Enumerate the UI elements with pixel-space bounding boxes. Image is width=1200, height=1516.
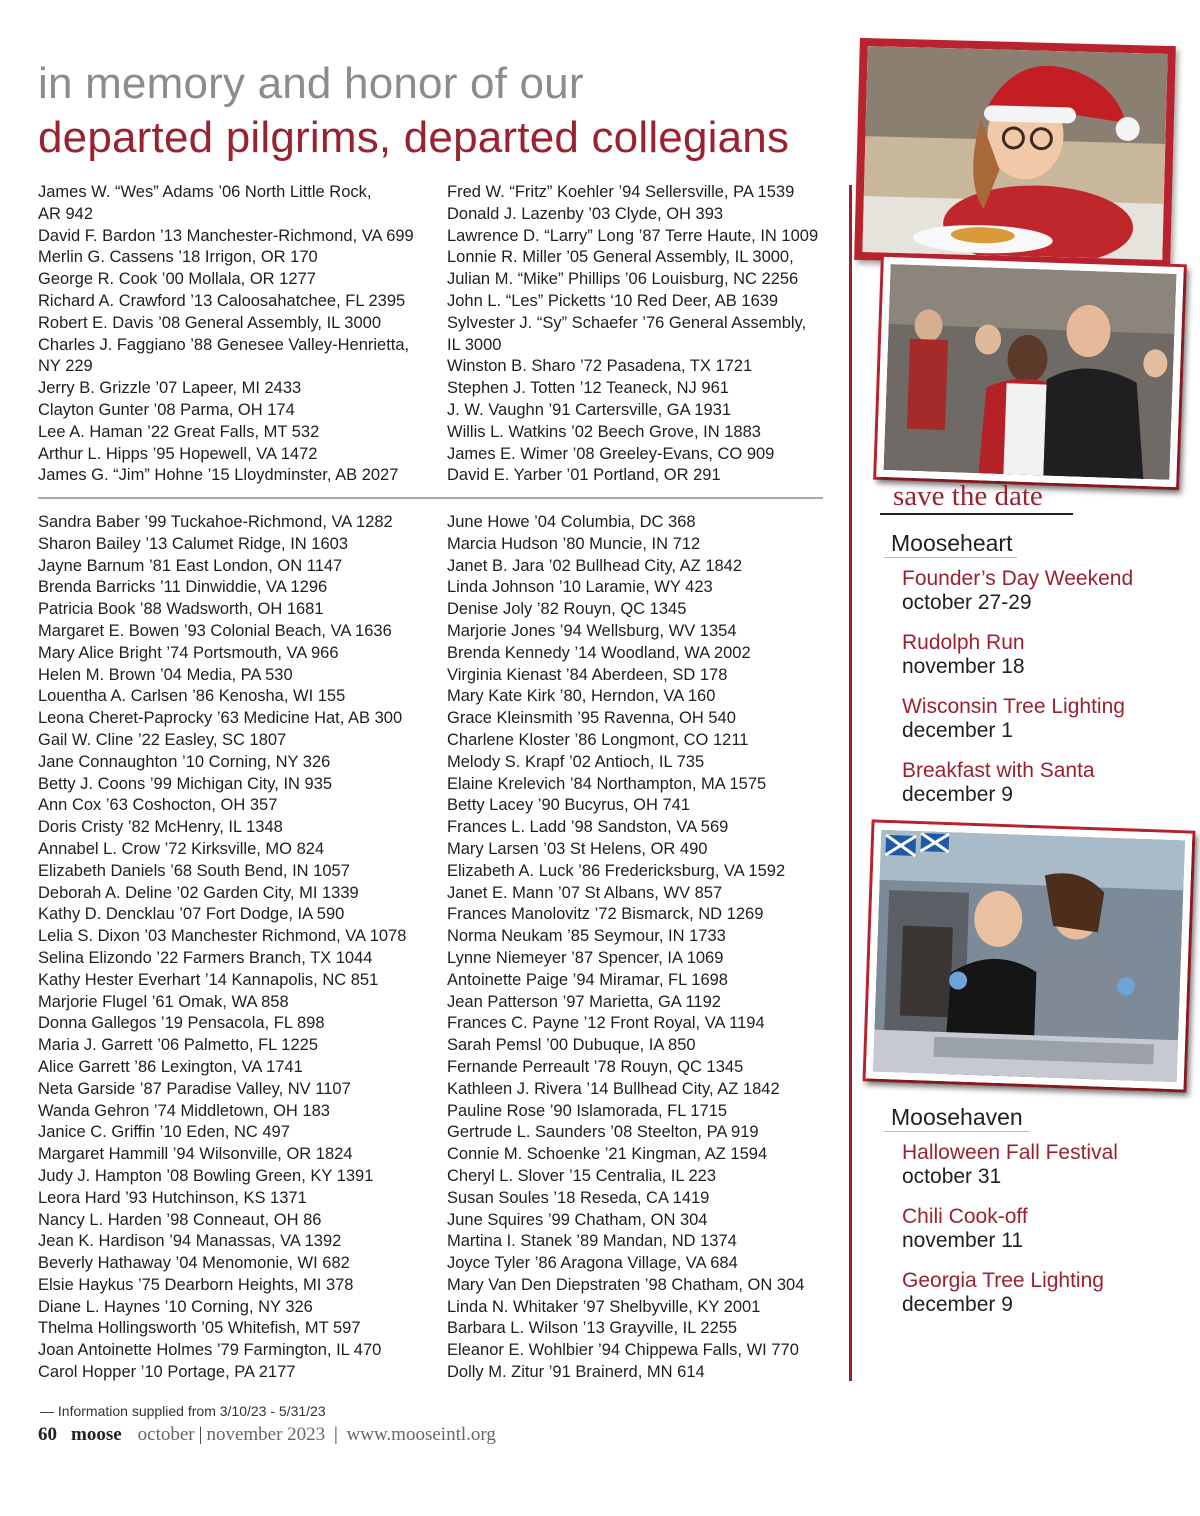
name-entry: David F. Bardon ’13 Manchester-Richmond, VA 699	[38, 226, 414, 245]
moosehaven-underline	[884, 1131, 1030, 1132]
name-entry: Barbara L. Wilson ’13 Grayville, IL 2255	[447, 1319, 738, 1338]
name-entry: Joan Antoinette Holmes ’79 Farmington, IL 470	[38, 1341, 382, 1360]
name-entry: Jean K. Hardison ’94 Manassas, VA 1392	[38, 1232, 342, 1251]
event-date: november 18	[902, 655, 1025, 678]
name-entry: Helen M. Brown ’04 Media, PA 530	[38, 665, 293, 684]
name-entry: Lee A. Haman ’22 Great Falls, MT 532	[38, 422, 320, 441]
name-entry: Sarah Pemsl ’00 Dubuque, IA 850	[447, 1036, 696, 1055]
name-entry: Gertrude L. Saunders ’08 Steelton, PA 919	[447, 1123, 759, 1142]
name-entry: Willis L. Watkins ’02 Beech Grove, IN 1883	[447, 422, 761, 441]
name-entry: Joyce Tyler ’86 Aragona Village, VA 684	[447, 1254, 738, 1273]
name-entry: Julian M. “Mike” Phillips ’06 Louisburg, NC 2256	[447, 270, 799, 289]
name-entry: Marjorie Jones ’94 Wellsburg, WV 1354	[447, 621, 737, 640]
name-entry: Sharon Bailey ’13 Calumet Ridge, IN 1603	[38, 534, 349, 553]
name-entry: Sandra Baber ’99 Tuckahoe-Richmond, VA 1282	[38, 513, 393, 531]
name-entry: Janice C. Griffin ’10 Eden, NC 497	[38, 1123, 290, 1142]
page-number: 60	[38, 1424, 57, 1445]
page-title-line-1: in memory and honor of our	[38, 59, 584, 108]
name-entry: Margaret E. Bowen ’93 Colonial Beach, VA 1636	[38, 621, 392, 640]
moosehaven-heading: Moosehaven	[891, 1104, 1023, 1130]
name-entry: Carol Hopper ’10 Portage, PA 2177	[38, 1363, 296, 1382]
event-date: november 11	[902, 1229, 1024, 1252]
name-entry: Susan Soules ’18 Reseda, CA 1419	[447, 1188, 710, 1207]
name-entry: Connie M. Schoenke ’21 Kingman, AZ 1594	[447, 1145, 768, 1164]
name-entry: Jayne Barnum ’81 East London, ON 1147	[38, 556, 343, 575]
event-name: Rudolph Run	[902, 631, 1025, 654]
name-entry: Martina I. Stanek ’89 Mandan, ND 1374	[447, 1232, 737, 1251]
name-entry: Diane L. Haynes ’10 Corning, NY 326	[38, 1297, 313, 1316]
name-entry: Virginia Kienast ’84 Aberdeen, SD 178	[447, 665, 728, 684]
event-name: Chili Cook-off	[902, 1205, 1028, 1228]
name-entry: Kathy D. Dencklau ’07 Fort Dodge, IA 590	[38, 905, 345, 924]
name-entry: Betty Lacey ’90 Bucyrus, OH 741	[447, 796, 691, 815]
event-date: october 27-29	[902, 591, 1032, 614]
name-entry: Selina Elizondo ’22 Farmers Branch, TX 1044	[38, 948, 373, 967]
event-date: december 9	[902, 783, 1013, 806]
issue-month-1: october	[137, 1424, 195, 1445]
name-entry: Sylvester J. “Sy” Schaefer ’76 General Assembly,	[447, 313, 807, 332]
pilgrims-list-right	[447, 182, 818, 487]
event-moosehaven-3	[902, 1269, 1104, 1317]
issue-month-2: november 2023	[206, 1424, 326, 1445]
collegians-list-left	[38, 512, 406, 1384]
name-entry: Antoinette Paige ’94 Miramar, FL 1698	[447, 970, 728, 989]
name-entry: Charles J. Faggiano ’88 Genesee Valley-Henrietta,	[38, 335, 410, 354]
name-entry: Fernande Perreault ’78 Rouyn, QC 1345	[447, 1057, 744, 1076]
name-entry: Dolly M. Zitur ’91 Brainerd, MN 614	[447, 1363, 705, 1382]
name-entry: James G. “Jim” Hohne ’15 Lloydminster, AB 2027	[38, 466, 399, 485]
name-entry: Elizabeth Daniels ’68 South Bend, IN 1057	[38, 861, 350, 880]
photo-girl-santa-hat	[854, 38, 1176, 268]
event-date: december 9	[902, 1293, 1013, 1316]
name-entry: Charlene Kloster ’86 Longmont, CO 1211	[447, 730, 749, 749]
name-entry: Patricia Book ’88 Wadsworth, OH 1681	[38, 600, 324, 619]
name-entry: Janet E. Mann ’07 St Albans, WV 857	[447, 883, 723, 902]
name-entry: John L. “Les” Picketts ‘10 Red Deer, AB 1639	[447, 291, 779, 310]
name-entry: Beverly Hathaway ’04 Menomonie, WI 682	[38, 1254, 350, 1273]
name-entry: Cheryl L. Slover ’15 Centralia, IL 223	[447, 1166, 717, 1185]
name-entry: Norma Neukam ’85 Seymour, IN 1733	[447, 927, 726, 946]
name-entry: Frances Manolovitz ’72 Bismarck, ND 1269	[447, 905, 764, 924]
name-entry: Marcia Hudson ’80 Muncie, IN 712	[447, 534, 701, 553]
name-entry: Maria J. Garrett ’06 Palmetto, FL 1225	[38, 1036, 319, 1055]
name-entry: Brenda Barricks ’11 Dinwiddie, VA 1296	[38, 578, 328, 597]
event-date: december 1	[902, 719, 1013, 742]
name-entry: Lonnie R. Miller ’05 General Assembly, IL 3000,	[447, 248, 794, 267]
name-entry: Arthur L. Hipps ’95 Hopewell, VA 1472	[38, 444, 318, 463]
name-entry: Judy J. Hampton ’08 Bowling Green, KY 1391	[38, 1166, 374, 1185]
name-entry: Winston B. Sharo ’72 Pasadena, TX 1721	[447, 357, 753, 376]
name-entry: Nancy L. Harden ’98 Conneaut, OH 86	[38, 1210, 322, 1229]
name-entry: Mary Alice Bright ’74 Portsmouth, VA 966	[38, 643, 339, 662]
event-moosehaven-1	[902, 1141, 1118, 1189]
name-entry: IL 3000	[447, 335, 502, 354]
name-entry: Robert E. Davis ’08 General Assembly, IL 3000	[38, 313, 382, 332]
name-entry: Marjorie Flugel ’61 Omak, WA 858	[38, 992, 289, 1011]
event-name: Georgia Tree Lighting	[902, 1269, 1104, 1292]
name-entry: Jean Patterson ’97 Marietta, GA 1192	[447, 992, 721, 1011]
name-entry: Stephen J. Totten ’12 Teaneck, NJ 961	[447, 379, 729, 398]
pilgrims-list-left	[38, 182, 414, 487]
name-entry: Linda Johnson ’10 Laramie, WY 423	[447, 578, 713, 597]
name-entry: Neta Garside ’87 Paradise Valley, NV 1107	[38, 1079, 351, 1098]
name-entry: Elsie Haykus ’75 Dearborn Heights, MI 378	[38, 1275, 354, 1294]
event-mooseheart-2	[902, 631, 1025, 679]
name-entry: Jerry B. Grizzle ’07 Lapeer, MI 2433	[38, 379, 302, 398]
event-name: Halloween Fall Festival	[902, 1141, 1118, 1164]
collegians-list-right	[447, 512, 804, 1384]
event-mooseheart-1	[902, 567, 1133, 615]
name-entry: Deborah A. Deline ’02 Garden City, MI 1339	[38, 883, 359, 902]
name-entry: Eleanor E. Wohlbier ’94 Chippewa Falls, WI 770	[447, 1341, 799, 1360]
save-the-date-underline	[880, 513, 1073, 515]
name-entry: Donald J. Lazenby ’03 Clyde, OH 393	[447, 204, 724, 223]
name-entry: June Squires ’99 Chatham, ON 304	[447, 1210, 708, 1229]
name-entry: Alice Garrett ’86 Lexington, VA 1741	[38, 1057, 303, 1076]
name-entry: June Howe ’04 Columbia, DC 368	[447, 513, 696, 531]
name-entry: Lelia S. Dixon ’03 Manchester Richmond, VA 1078	[38, 927, 407, 946]
footnote: — Information supplied from 3/10/23 - 5/31/23	[40, 1403, 326, 1419]
name-entry: Donna Gallegos ’19 Pensacola, FL 898	[38, 1014, 325, 1033]
name-entry: Grace Kleinsmith ’95 Ravenna, OH 540	[447, 709, 736, 728]
name-entry: NY 229	[38, 357, 93, 376]
name-entry: George R. Cook ’00 Mollala, OR 1277	[38, 270, 316, 289]
name-entry: Lawrence D. “Larry” Long ’87 Terre Haute, IN 1009	[447, 226, 819, 245]
name-entry: James E. Wimer ’08 Greeley-Evans, CO 909	[447, 444, 775, 463]
name-entry: Brenda Kennedy ’14 Woodland, WA 2002	[447, 643, 751, 662]
name-entry: Mary Larsen ’03 St Helens, OR 490	[447, 839, 708, 858]
name-entry: AR 942	[38, 204, 94, 223]
name-entry: Mary Kate Kirk ’80, Herndon, VA 160	[447, 687, 716, 706]
name-entry: Pauline Rose ’90 Islamorada, FL 1715	[447, 1101, 728, 1120]
name-entry: Elizabeth A. Luck ’86 Fredericksburg, VA 1592	[447, 861, 786, 880]
event-moosehaven-2	[902, 1205, 1028, 1253]
mooseheart-underline	[884, 557, 1017, 558]
name-entry: James W. “Wes” Adams ’06 North Little Rock,	[38, 183, 372, 201]
name-entry: Thelma Hollingsworth ’05 Whitefish, MT 597	[38, 1319, 361, 1338]
event-name: Breakfast with Santa	[902, 759, 1095, 782]
name-entry: Clayton Gunter ’08 Parma, OH 174	[38, 400, 295, 419]
name-entry: Margaret Hammill ’94 Wilsonville, OR 1824	[38, 1145, 353, 1164]
name-entry: Annabel L. Crow ’72 Kirksville, MO 824	[38, 839, 325, 858]
name-entry: Gail W. Cline ’22 Easley, SC 1807	[38, 730, 287, 749]
page-title-line-2: departed pilgrims, departed collegians	[38, 113, 790, 162]
event-mooseheart-4	[902, 759, 1095, 807]
photo-two-people	[876, 257, 1183, 487]
name-entry: Linda N. Whitaker ’97 Shelbyville, KY 2001	[447, 1297, 761, 1316]
event-name: Wisconsin Tree Lighting	[902, 695, 1125, 718]
event-mooseheart-3	[902, 695, 1125, 743]
name-entry: Betty J. Coons ’99 Michigan City, IN 935	[38, 774, 333, 793]
name-entry: Lynne Niemeyer ’87 Spencer, IA 1069	[447, 948, 724, 967]
name-entry: Doris Cristy ’82 McHenry, IL 1348	[38, 818, 283, 837]
event-name: Founder’s Day Weekend	[902, 567, 1134, 590]
name-entry: Ann Cox ’63 Coshocton, OH 357	[38, 796, 278, 815]
name-entry: Kathy Hester Everhart ’14 Kannapolis, NC 851	[38, 970, 379, 989]
name-entry: David E. Yarber ’01 Portland, OR 291	[447, 466, 721, 485]
photo-two-women	[866, 823, 1193, 1090]
name-entry: Melody S. Krapf ’02 Antioch, IL 735	[447, 752, 705, 771]
name-entry: Kathleen J. Rivera ’14 Bullhead City, AZ 1842	[447, 1079, 780, 1098]
name-entry: Leona Cheret-Paprocky ’63 Medicine Hat, AB 300	[38, 709, 403, 728]
name-entry: Frances L. Ladd ’98 Sandston, VA 569	[447, 818, 729, 837]
name-entry: Frances C. Payne ’12 Front Royal, VA 1194	[447, 1014, 765, 1033]
page-footer: 60 moose october | november 2023 | www.mooseintl.org	[38, 1424, 496, 1445]
name-entry: Fred W. “Fritz” Koehler ’94 Sellersville, PA 1539	[447, 183, 795, 201]
mooseheart-heading: Mooseheart	[891, 530, 1013, 556]
magazine-name: moose	[71, 1424, 122, 1445]
name-entry: Louentha A. Carlsen ’86 Kenosha, WI 155	[38, 687, 346, 706]
name-entry: Leora Hard ’93 Hutchinson, KS 1371	[38, 1188, 307, 1207]
name-entry: Denise Joly ’82 Rouyn, QC 1345	[447, 600, 687, 619]
name-entry: Elaine Krelevich ’84 Northampton, MA 1575	[447, 774, 767, 793]
name-entry: J. W. Vaughn ’91 Cartersville, GA 1931	[447, 400, 732, 419]
name-entry: Mary Van Den Diepstraten ’98 Chatham, ON 304	[447, 1275, 805, 1294]
sidebar-divider	[849, 185, 852, 1381]
name-entry: Richard A. Crawford ’13 Caloosahatchee, FL 2395	[38, 291, 406, 310]
section-divider	[38, 497, 823, 499]
website-url: www.mooseintl.org	[346, 1424, 496, 1445]
name-entry: Jane Connaughton ’10 Corning, NY 326	[38, 752, 331, 771]
name-entry: Wanda Gehron ’74 Middletown, OH 183	[38, 1101, 330, 1120]
event-date: october 31	[902, 1165, 1002, 1188]
name-entry: Janet B. Jara ’02 Bullhead City, AZ 1842	[447, 556, 743, 575]
name-entry: Merlin G. Cassens ’18 Irrigon, OR 170	[38, 248, 318, 267]
save-the-date-title: save the date	[893, 480, 1043, 512]
